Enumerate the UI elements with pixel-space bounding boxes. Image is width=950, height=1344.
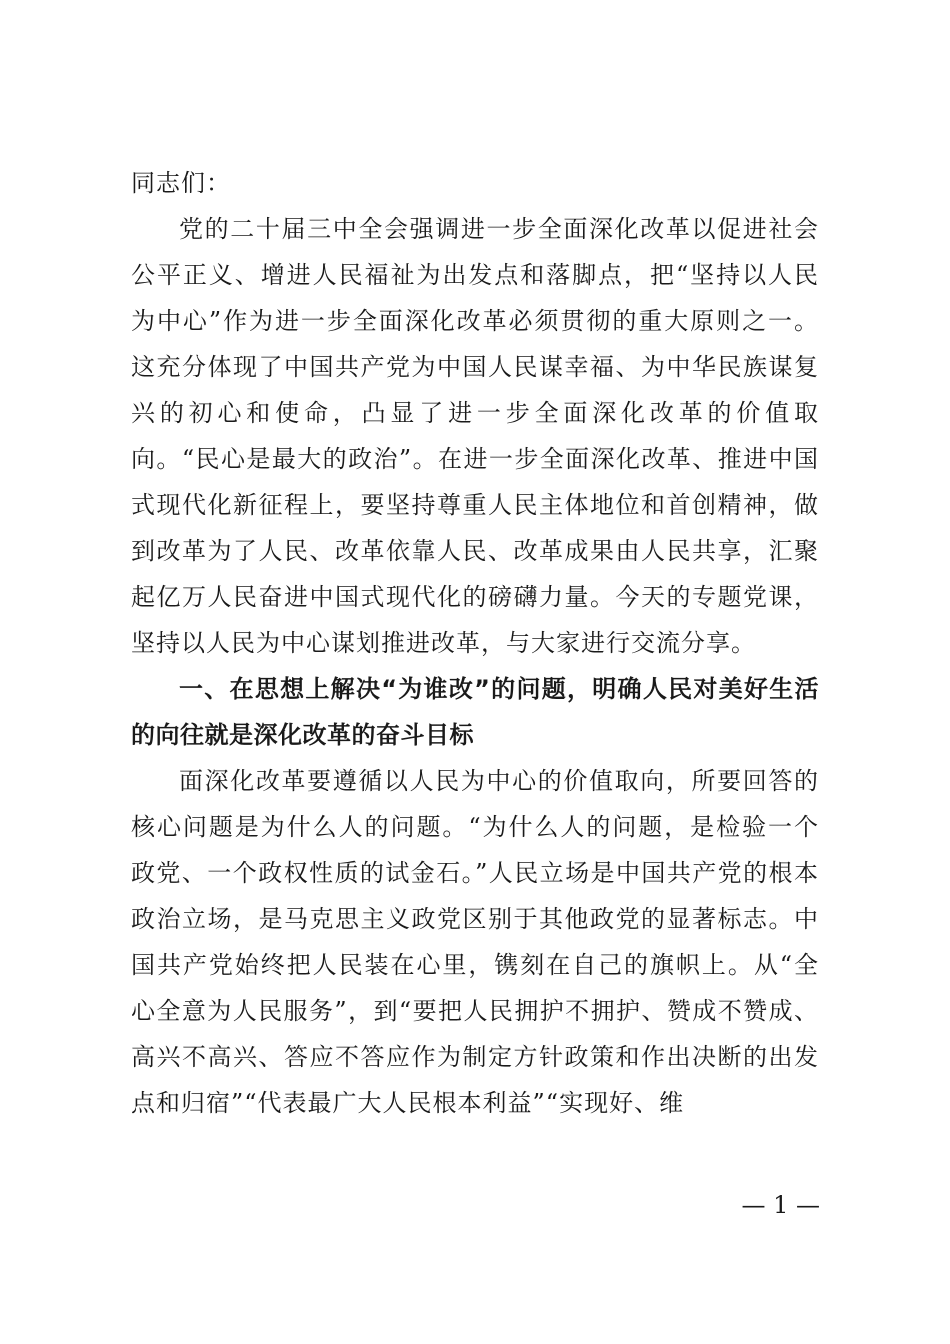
salutation: 同志们： — [131, 169, 231, 197]
intro-paragraph: 党的二十届三中全会强调进一步全面深化改革以促进社会公平正义、增进人民福祉为出发点和落脚点，把“坚持以人民为中心”作为进一步全面深化改革必须贯彻的重大原则之一。这充分体现了中国共产党为中国人民谋幸福、为中华民族谋复兴的初心和使命，凸显了进一步全面深化改革的价值取向。“民心是最大的政治”。在进一步全面深化改革、推进中国式现代化新征程上，要坚持尊重人民主体地位和首创精神，做到改革为了人民、改革依靠人民、改革成果由人民共享，汇聚起亿万人民奋进中国式现代化的磅礴力量。今天的专题党课，坚持以人民为中心谋划推进改革，与大家进行交流分享。 — [131, 215, 819, 657]
document-body — [131, 160, 819, 1126]
page-number: — 1 — — [741, 1191, 820, 1219]
section-heading-1: 一、在思想上解决“为谁改”的问题，明确人民对美好生活的向往就是深化改革的奋斗目标 — [131, 675, 819, 749]
section-1-paragraph: 面深化改革要遵循以人民为中心的价值取向，所要回答的核心问题是为什么人的问题。“为什么人的问题，是检验一个政党、一个政权性质的试金石。”人民立场是中国共产党的根本政治立场，是马克思主义政党区别于其他政党的显著标志。中国共产党始终把人民装在心里，镌刻在自己的旗帜上。从“全心全意为人民服务”，到“要把人民拥护不拥护、赞成不赞成、高兴不高兴、答应不答应作为制定方针政策和作出决断的出发点和归宿”“代表最广大人民根本利益”“实现好、维 — [131, 767, 819, 1117]
